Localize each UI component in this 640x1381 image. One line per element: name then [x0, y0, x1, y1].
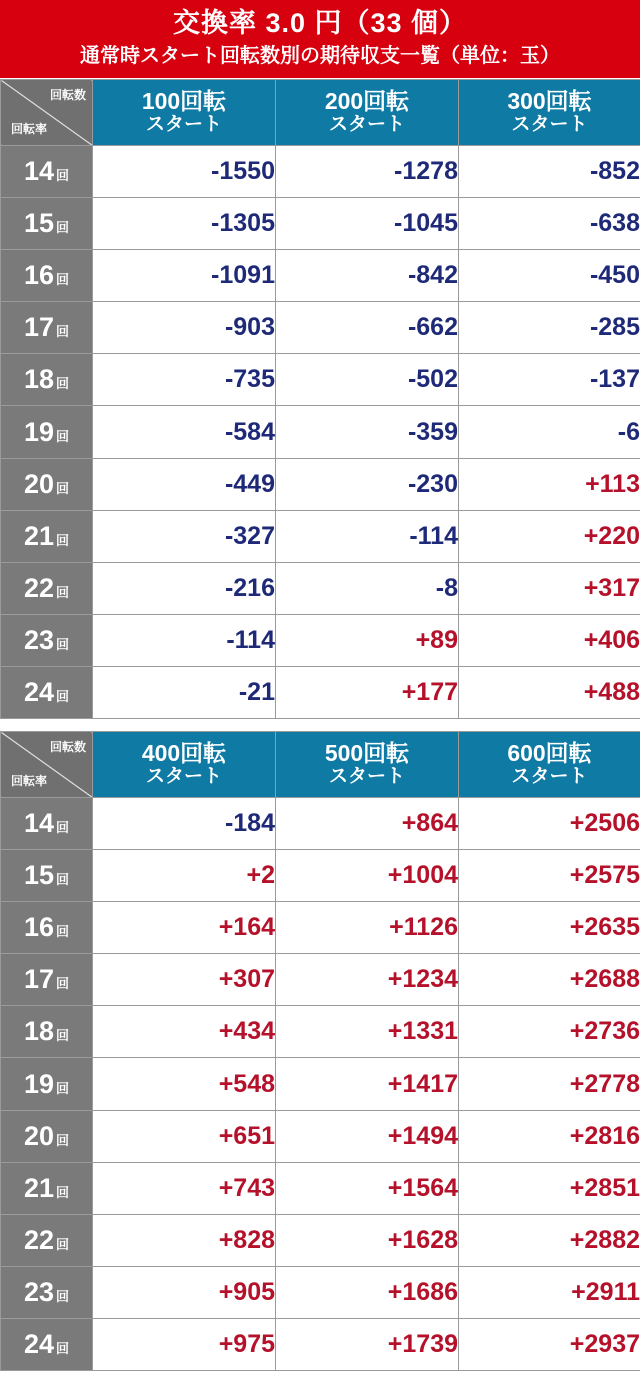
- row-header-rate: [1, 302, 93, 354]
- rate-unit: 回: [56, 220, 70, 236]
- column-header-2: [276, 732, 459, 798]
- rate-number: 22: [23, 572, 55, 603]
- rate-unit: 回: [56, 924, 70, 940]
- rate-number: 17: [23, 312, 55, 343]
- value-cell: +905: [93, 1266, 276, 1318]
- row-header-rate: [1, 1318, 93, 1370]
- row-header-rate: [1, 1006, 93, 1058]
- value-cell: +2635: [459, 902, 640, 954]
- value-cell: -1091: [93, 250, 276, 302]
- column-header-2: [276, 80, 459, 146]
- value-cell: -1045: [276, 198, 459, 250]
- table-row: [1, 902, 640, 954]
- rate-unit: 回: [56, 376, 70, 392]
- rate-unit: 回: [56, 584, 70, 600]
- row-header-rate: [1, 458, 93, 510]
- column-header-1: [93, 80, 276, 146]
- rate-number: 16: [23, 260, 55, 291]
- value-cell: -184: [93, 798, 276, 850]
- value-cell: +548: [93, 1058, 276, 1110]
- row-header-rate: [1, 1162, 93, 1214]
- rate-number: 23: [23, 1276, 55, 1307]
- rate-number: 20: [23, 468, 55, 499]
- expected-balance-table-1: [0, 79, 640, 719]
- value-cell: +1739: [276, 1318, 459, 1370]
- value-cell: +2: [93, 850, 276, 902]
- rate-number: 18: [23, 1016, 55, 1047]
- value-cell: +2882: [459, 1214, 640, 1266]
- value-cell: -662: [276, 302, 459, 354]
- column-header-3: [459, 732, 640, 798]
- column-header-3: [459, 80, 640, 146]
- value-cell: -230: [276, 458, 459, 510]
- rate-unit: 回: [56, 1340, 70, 1356]
- rate-unit: 回: [56, 168, 70, 184]
- rate-number: 22: [23, 1224, 55, 1255]
- value-cell: +864: [276, 798, 459, 850]
- value-cell: +743: [93, 1162, 276, 1214]
- row-header-rate: [1, 198, 93, 250]
- column-header-row: [1, 80, 640, 146]
- value-cell: -1550: [93, 146, 276, 198]
- table-row: [1, 850, 640, 902]
- value-cell: +1686: [276, 1266, 459, 1318]
- value-cell: +2688: [459, 954, 640, 1006]
- value-cell: -903: [93, 302, 276, 354]
- column-header-start: スタート: [145, 765, 222, 787]
- value-cell: -1305: [93, 198, 276, 250]
- row-header-rate: [1, 354, 93, 406]
- rate-unit: 回: [56, 428, 70, 444]
- rate-unit: 回: [56, 688, 70, 704]
- rate-number: 24: [23, 676, 55, 707]
- value-cell: +1417: [276, 1058, 459, 1110]
- row-header-rate: [1, 406, 93, 458]
- column-header-1: [93, 732, 276, 798]
- row-header-rate: [1, 614, 93, 666]
- value-cell: +2506: [459, 798, 640, 850]
- table-row: [1, 1006, 640, 1058]
- value-cell: -450: [459, 250, 640, 302]
- rate-unit: 回: [56, 1236, 70, 1252]
- rate-unit: 回: [56, 1028, 70, 1044]
- value-cell: +2575: [459, 850, 640, 902]
- corner-label-rate: 回転率: [11, 774, 48, 789]
- value-cell: -584: [93, 406, 276, 458]
- value-cell: +2911: [459, 1266, 640, 1318]
- rate-unit: 回: [56, 532, 70, 548]
- rate-number: 24: [23, 1328, 55, 1359]
- value-cell: +488: [459, 666, 640, 718]
- table-row: [1, 250, 640, 302]
- page-title: 交換率 3.0 円（33 個）: [172, 8, 468, 38]
- corner-header-cell: [1, 732, 93, 798]
- table-row: [1, 666, 640, 718]
- table-row: [1, 614, 640, 666]
- column-header-start: スタート: [511, 113, 588, 135]
- value-cell: -1278: [276, 146, 459, 198]
- row-header-rate: [1, 1058, 93, 1110]
- rate-number: 15: [23, 208, 55, 239]
- table-header-banner: [0, 0, 640, 78]
- rate-number: 19: [23, 416, 55, 447]
- rate-unit: 回: [56, 820, 70, 836]
- column-header-spins: 100回転: [141, 87, 227, 114]
- corner-label-rate: 回転率: [11, 122, 48, 137]
- value-cell: +1564: [276, 1162, 459, 1214]
- value-cell: +1234: [276, 954, 459, 1006]
- value-cell: +1126: [276, 902, 459, 954]
- rate-unit: 回: [56, 976, 70, 992]
- value-cell: +220: [459, 510, 640, 562]
- column-header-spins: 400回転: [141, 739, 227, 766]
- rate-unit: 回: [56, 636, 70, 652]
- corner-label-spins: 回転数: [49, 740, 86, 754]
- value-cell: +828: [93, 1214, 276, 1266]
- column-header-spins: 600回転: [507, 739, 592, 766]
- row-header-rate: [1, 850, 93, 902]
- column-header-spins: 500回転: [324, 739, 410, 766]
- row-header-rate: [1, 562, 93, 614]
- value-cell: -137: [459, 354, 640, 406]
- value-cell: -21: [93, 666, 276, 718]
- rate-number: 16: [23, 912, 55, 943]
- rate-number: 20: [23, 1120, 55, 1151]
- column-header-spins: 300回転: [507, 87, 592, 114]
- value-cell: +2778: [459, 1058, 640, 1110]
- value-cell: +164: [93, 902, 276, 954]
- value-cell: -8: [276, 562, 459, 614]
- rate-unit: 回: [56, 324, 70, 340]
- rate-number: 23: [23, 624, 55, 655]
- rate-unit: 回: [56, 1132, 70, 1148]
- row-header-rate: [1, 146, 93, 198]
- row-header-rate: [1, 798, 93, 850]
- table-row: [1, 1266, 640, 1318]
- table-row: [1, 302, 640, 354]
- table-row: [1, 562, 640, 614]
- row-header-rate: [1, 666, 93, 718]
- value-cell: -114: [276, 510, 459, 562]
- value-cell: -449: [93, 458, 276, 510]
- value-cell: +307: [93, 954, 276, 1006]
- column-header-start: スタート: [328, 765, 405, 787]
- column-header-start: スタート: [328, 113, 405, 135]
- table-row: [1, 1214, 640, 1266]
- row-header-rate: [1, 902, 93, 954]
- rate-number: 15: [23, 860, 55, 891]
- table-row: [1, 198, 640, 250]
- value-cell: -6: [459, 406, 640, 458]
- rate-unit: 回: [56, 1080, 70, 1096]
- rate-number: 19: [23, 1068, 55, 1099]
- corner-label-spins: 回転数: [49, 88, 86, 102]
- value-cell: +2851: [459, 1162, 640, 1214]
- value-cell: +1331: [276, 1006, 459, 1058]
- value-cell: +1628: [276, 1214, 459, 1266]
- rate-unit: 回: [56, 1288, 70, 1304]
- column-header-spins: 200回転: [324, 87, 410, 114]
- row-header-rate: [1, 250, 93, 302]
- row-header-rate: [1, 1110, 93, 1162]
- value-cell: +1004: [276, 850, 459, 902]
- rate-unit: 回: [56, 480, 70, 496]
- table-row: [1, 798, 640, 850]
- value-cell: +975: [93, 1318, 276, 1370]
- expected-balance-table-2: [0, 731, 640, 1371]
- value-cell: -638: [459, 198, 640, 250]
- table-row: [1, 1318, 640, 1370]
- value-cell: -502: [276, 354, 459, 406]
- column-header-start: スタート: [511, 765, 588, 787]
- table-row: [1, 1162, 640, 1214]
- value-cell: +177: [276, 666, 459, 718]
- value-cell: -842: [276, 250, 459, 302]
- table-row: [1, 1058, 640, 1110]
- rate-unit: 回: [56, 872, 70, 888]
- rate-number: 21: [23, 1172, 55, 1203]
- table-row: [1, 510, 640, 562]
- rate-number: 18: [23, 364, 55, 395]
- value-cell: +651: [93, 1110, 276, 1162]
- table-row: [1, 354, 640, 406]
- value-cell: -735: [93, 354, 276, 406]
- row-header-rate: [1, 1214, 93, 1266]
- rate-number: 14: [23, 808, 55, 839]
- corner-header-cell: [1, 80, 93, 146]
- value-cell: -285: [459, 302, 640, 354]
- value-cell: +2736: [459, 1006, 640, 1058]
- rate-number: 14: [23, 156, 55, 187]
- value-cell: +2937: [459, 1318, 640, 1370]
- table-row: [1, 146, 640, 198]
- table-row: [1, 406, 640, 458]
- value-cell: -327: [93, 510, 276, 562]
- row-header-rate: [1, 1266, 93, 1318]
- value-cell: -359: [276, 406, 459, 458]
- value-cell: +1494: [276, 1110, 459, 1162]
- value-cell: +406: [459, 614, 640, 666]
- page-subtitle: 通常時スタート回転数別の期待収支一覧（単位：玉）: [80, 45, 560, 67]
- table-row: [1, 1110, 640, 1162]
- row-header-rate: [1, 954, 93, 1006]
- column-header-row: [1, 732, 640, 798]
- rate-unit: 回: [56, 272, 70, 288]
- row-header-rate: [1, 510, 93, 562]
- column-header-start: スタート: [145, 113, 222, 135]
- value-cell: -852: [459, 146, 640, 198]
- table-row: [1, 458, 640, 510]
- value-cell: -216: [93, 562, 276, 614]
- value-cell: -114: [93, 614, 276, 666]
- value-cell: +434: [93, 1006, 276, 1058]
- value-cell: +317: [459, 562, 640, 614]
- value-cell: +113: [459, 458, 640, 510]
- rate-unit: 回: [56, 1184, 70, 1200]
- table-row: [1, 954, 640, 1006]
- value-cell: +89: [276, 614, 459, 666]
- value-cell: +2816: [459, 1110, 640, 1162]
- rate-number: 17: [23, 964, 55, 995]
- rate-number: 21: [23, 520, 55, 551]
